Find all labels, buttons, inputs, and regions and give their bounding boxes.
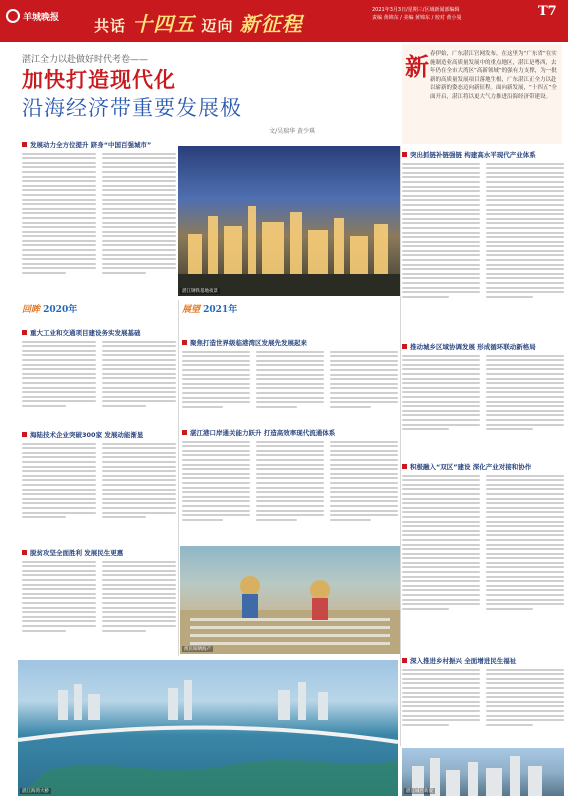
logo-seal-icon — [6, 9, 20, 23]
section-title-6: 聚焦打造世界级临港湾区发展先发展起来 — [182, 338, 398, 347]
section-10-text-b — [486, 666, 564, 746]
byline: 文/吴瑞华 黄少琪 — [269, 128, 315, 135]
section-4-text-b — [102, 558, 176, 654]
intro-box — [402, 44, 562, 144]
intro-drop-cap: 新 — [405, 52, 429, 81]
column-divider-1 — [178, 300, 179, 656]
headline-main: 加快打造现代化 — [22, 67, 176, 92]
section-title-7: 推动城乡区域协调发展 形成循环联动新格局 — [402, 342, 564, 351]
photo-caption-1: 湛江钢铁基地夜景 — [182, 289, 218, 294]
column-divider-2 — [400, 146, 401, 746]
slogan-big-1: 十四五 — [132, 12, 196, 36]
section-title-5: 突出抓链补链强链 构建高水平现代产业体系 — [402, 150, 564, 159]
editors-line: 责编 黄锦东 / 美编 黄锦东 / 校对 黄小曼 — [372, 15, 462, 21]
section-title-8: 湛江港口岸通关能力跃升 打造高效率现代流通体系 — [182, 428, 398, 437]
page-number: T7 — [538, 4, 557, 19]
year-tag-2021 — [182, 302, 262, 315]
photo-city-view — [402, 748, 564, 796]
section-title-2: 重大工业和交通项目建设务实发展基础 — [22, 328, 178, 337]
section-8-text-a — [182, 438, 250, 542]
section-9-text-b — [486, 472, 564, 650]
section-7-text-a — [402, 352, 480, 452]
masthead-slogan — [94, 8, 303, 37]
newspaper-logo — [6, 6, 86, 26]
photo-industrial-night — [178, 146, 400, 296]
masthead — [0, 0, 568, 42]
year-tag-2020 — [22, 302, 102, 315]
section-title-9: 积极融入“双区”建设 深化产业对接和协作 — [402, 462, 564, 471]
section-9-text-a — [402, 472, 480, 650]
section-7-text-b — [486, 352, 564, 452]
intro-text: 春伊始，广东湛江官网发布，在这里为“广东省”在实施制造业高质量发展中的重点地区，湛江是粤西，去年仍在全市大湾区“高新领域”的强有力支撑，为一批新的高质量发展项目落地生根，广东湛江正全力以赴以崭新的姿态迈向新征程。面向新发展，“十四五”全面开启，湛江将以更大气力推进沿海经济带建设。 — [430, 51, 557, 100]
slogan-mid: 迈向 — [201, 17, 234, 35]
section-3-text-b — [102, 440, 176, 538]
headline-kicker: 湛江全力以赴做好时代考卷—— — [22, 55, 149, 65]
headline-sub: 沿海经济带重要发展极 — [22, 96, 242, 120]
year-label-2021: 展望 — [182, 305, 201, 315]
date-line: 2021年3月3日/星期三/区域新闻部编辑 — [372, 7, 460, 13]
bay-bridge-graphic — [18, 660, 398, 796]
section-3-text-a — [22, 440, 96, 538]
section-2-text-b — [102, 338, 176, 422]
photo-caption-4: 湛江城区新貌 — [406, 789, 433, 794]
industrial-skyline-graphic — [178, 146, 400, 296]
year-label-2020: 回眸 — [22, 305, 41, 315]
section-2-text-a — [22, 338, 96, 422]
photo-caption-2: 渔民晾晒海产 — [184, 647, 211, 652]
year-2020: 2020年 — [43, 305, 78, 315]
slogan-big-2: 新征程 — [239, 12, 303, 36]
section-6-text-b — [256, 348, 324, 422]
section-title-1: 发展动力全方位提升 跻身“中国百强城市” — [22, 140, 178, 149]
photo-bay-bridge — [18, 660, 398, 796]
section-1-text-a — [22, 150, 96, 300]
section-8-text-c — [330, 438, 398, 542]
fishermen-graphic — [180, 546, 400, 654]
section-1-text-b — [102, 150, 176, 300]
section-title-3: 海陆技术企业突破300家 发展动能渐显 — [22, 430, 178, 439]
section-5-text-b — [486, 160, 564, 336]
section-8-text-b — [256, 438, 324, 542]
section-6-text-a — [182, 348, 250, 422]
section-4-text-a — [22, 558, 96, 654]
section-10-text-a — [402, 666, 480, 746]
masthead-info — [372, 6, 532, 22]
section-title-4: 脱贫攻坚全面胜利 发展民生更惠 — [22, 548, 178, 557]
slogan-pre: 共话 — [94, 17, 127, 35]
year-2021: 2021年 — [203, 305, 238, 315]
photo-caption-3: 湛江海湾大桥 — [22, 789, 49, 794]
photo-fishermen — [180, 546, 400, 654]
paper-name: 羊城晚报 — [23, 12, 60, 23]
section-title-10: 深入推进乡村振兴 全面增进民生福祉 — [402, 656, 564, 665]
section-6-text-c — [330, 348, 398, 422]
section-5-text-a — [402, 160, 480, 336]
